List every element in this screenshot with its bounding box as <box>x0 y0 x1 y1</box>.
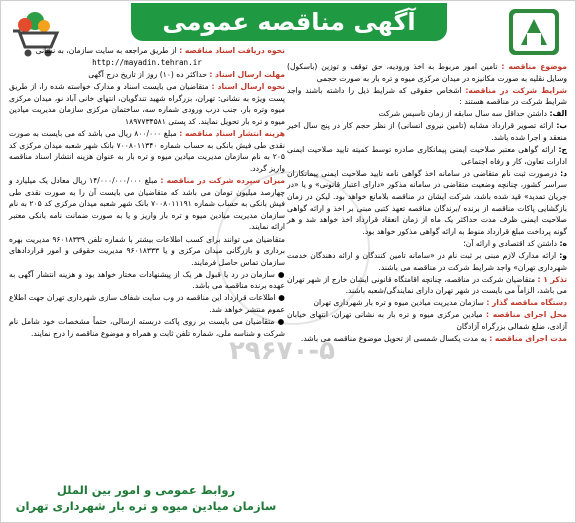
right-column <box>287 61 567 345</box>
bullet-3: ● متقاضیان می بایست بر روی پاکت دربسته ارسالی، حتماً مشخصات خود شامل نام شرکت و شناسه ملی، شماره تلفن ثابت و همراه و موضوع مناقصه را درج نمایند. <box>9 317 285 338</box>
place-paragraph: محل اجرای مناقصه : میادین مرکزی میوه و تره بار به نشانی تهران، انتهای خیابان آزادی، ضلع شمالی بزرگراه آزادگان <box>287 310 567 332</box>
condition-a: الف: داشتن حداقل سه سال سابقه از زمان تاسیس شرکت <box>378 109 567 119</box>
condition-b: ب: ارائه تصویر قرارداد مشابه (تامین نیروی انسانی) از نظر حجم کار در پنج سال اخیر منعقد و اجرا شده باشد. <box>287 121 567 143</box>
receive-paragraph: نحوه دریافت اسناد مناقصه : از طریق مراجعه به سایت سازمان، به نشانی <box>35 46 285 55</box>
condition-c: ج: ارائه گواهی معتبر صلاحیت ایمنی پیمانکاری صادره توسط کمیته تایید صلاحیت ایمنی ادارات تعاون، کار و رفاه اجتماعی <box>287 145 567 166</box>
website-url[interactable]: http://mayadin.tehran.ir <box>92 58 202 68</box>
cost-paragraph: هزینه انتشار اسناد مناقصه : مبلغ ۸۰۰/۰۰۰ ریال می باشد که می بایست به صورت نقدی طی فیش بانکی به حساب شماره ۷۰۰۸۰۱۱۳۴۰ بانک شهر شعبه میدان مرکزی کد ۲۰۵ به نام سازمان مدیریت میادین میوه و تره بار به عنوان هزینه انتشار اسناد مناقصه واریز گردد. <box>9 129 286 173</box>
title-banner <box>131 3 447 41</box>
footer-line-2: سازمان میادین میوه و تره بار شهرداری تهران <box>15 499 277 513</box>
condition-e: ه: داشتن کد اقتصادی و ارائه آن؛ <box>463 238 567 248</box>
conditions-paragraph: شرایط شرکت در مناقصه: اشخاص حقوقی که شرایط ذیل را داشته باشند واجد شرایط شرکت در مناقصه هستند : <box>287 85 567 107</box>
employer-paragraph: دستگاه مناقصه گذار : سازمان مدیریت میادین میوه و تره بار شهرداری تهران <box>313 298 567 308</box>
subject-paragraph: موضوع مناقصه : تامین امور مربوط به اخذ ورودیه، حق توقف و توزین (باسکول) وسایل نقلیه به صورت مکانیزه در میدان مرکزی میوه و تره بار به صورت حجمی <box>287 62 567 83</box>
send-paragraph: نحوه ارسال اسناد : متقاضیان می بایست اسناد و مدارک خواسته شده را، از طریق پست ویژه به نشانی: تهران، بزرگراه شهید تندگویان، انتهای خانی آباد نو، میدان مرکزی میوه وتره بار، جنب درب ورودی شماره سه، ساختمان مرکزی سازمان مدیریت میادین میوه و تره بار تحویل نمایند. کد پستی ۱۸۹۷۷۳۴۵۸۱ <box>9 82 285 127</box>
info-paragraph: متقاضیان می توانند برای کسب اطلاعات بیشتر با شماره تلفن ۹۶۰۱۸۳۳۹ مدیریت بهره برداری و بازرگانی میدان مرکزی و یا ۹۶۰۱۸۳۳۳ مدیریت حقوقی و امور قراردادهای سازمان تماس حاصل فرمایند. <box>9 234 285 267</box>
duration-paragraph: مدت اجرای مناقصه : به مدت یکسال شمسی از تحویل موضوع مناقصه می باشد. <box>300 334 567 344</box>
left-column <box>9 45 285 340</box>
page-title: آگهی مناقصه عمومی <box>162 8 416 36</box>
condition-f: و: ارائه مدارک لازم مبنی بر ثبت نام در «سامانه تامین کنندگان و ارائه دهندگان خدمت شهرداری تهران» واجد شرایط شرکت در مناقصه می باشند. <box>287 251 567 272</box>
guarantee-paragraph: میزان سپرده شرکت در مناقصه : مبلغ ۱۴/۰۰۰/۰۰۰/۰۰۰ ریال معادل یک میلیارد و چهارصد میلیون تومان می باشد که متقاضیان می بایست آن را به صورت نقدی طی فیش بانکی به حساب شماره ۷۰۰۸۰۱۱۱۹۱ بانک شهر شعبه میدان مرکزی کد ۲۰۵ به نام سازمان مدیریت میادین میوه و تره بار واریز و یا به صورت ضمانت نامه بانکی معتبر ارائه نمایند. <box>9 176 285 232</box>
bullet-1: ● سازمان در رد یا قبول هر یک از پیشنهادات مختار خواهد بود و هزینه انتشار آگهی به عهده برنده مناقصه می باشد. <box>9 269 285 291</box>
bullet-icon: ● <box>277 269 285 279</box>
bullet-2: ● اطلاعات قرارداد این مناقصه در وب سایت شفاف سازی شهرداری تهران جهت اطلاع عموم منتشر خواهد شد. <box>9 293 285 315</box>
footer-line-1: روابط عمومی و امور بین الملل <box>56 483 236 497</box>
note-1: تذکر ۱ : متقاضیان شرکت در مناقصه، چنانچه اقامتگاه قانونی ایشان خارج از شهر تهران می باشد، الزاماً می بایست در شهر تهران دارای نمایندگی/شعبه باشند. <box>287 274 567 296</box>
bullet-icon: ● <box>277 317 285 327</box>
deadline-paragraph: مهلت ارسال اسناد : حداکثر ده (۱۰) روز از تاریخ درج آگهی <box>88 70 285 80</box>
footer-signature <box>15 482 277 514</box>
watermark-number: ۲۹۶۷۰-۵ <box>229 336 336 366</box>
bullet-icon: ● <box>278 293 285 303</box>
tehran-municipality-logo-icon <box>497 5 569 59</box>
condition-d: د: درصورت ثبت نام متقاضی در سامانه اخذ گواهی نامه تایید صلاحیت ایمنی پیمانکاران سراسر کشور، چنانچه وضعیت متقاضی در سامانه مذکور «دارای اعتبار قانونی» و یا «در جریان تمدید» قید شده باشد، شرکت ایشان در مناقصه بلامانع خواهد بود. لیکن در زمان بازگشایی پاکات مناقصه از برنده /برندگان مناقصه تعهد کتبی مبنی بر اخذ و ارائه گواهی صلاحیت ایمنی ظرف مدت حداکثر یک ماه از زمان انعقاد قرارداد اخذ خواهد شد و هر گونه پرداخت مبلغ قرارداد منوط به ارائه گواهی مذکور خواهد بود. <box>287 168 567 236</box>
